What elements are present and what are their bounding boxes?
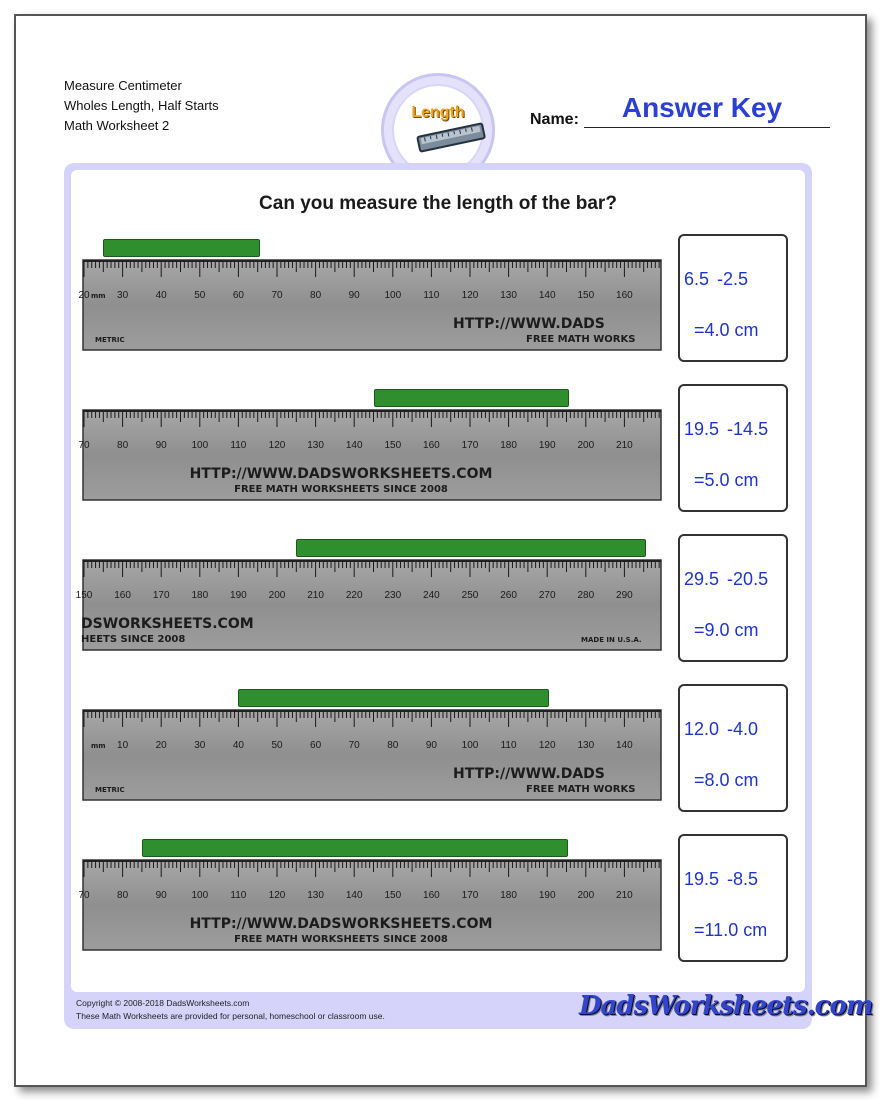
ruler-tick-label: 100 [384,290,402,301]
ruler-tick-label: 130 [577,740,595,751]
ruler-tick-label: 70 [78,440,90,451]
ruler-slogan-text: FREE MATH WORKS [526,334,636,345]
ruler-tick-label: 110 [230,890,247,901]
answer-result: =9.0 cm [694,620,759,640]
ruler-tick-label: 200 [577,890,595,901]
metric-ruler [78,860,661,950]
ruler-metric-label: METRIC [95,336,125,344]
ruler-graphic [78,260,661,350]
answer-result: =4.0 cm [694,320,759,340]
ruler-tick-label: 140 [345,890,363,901]
ruler-tick-label: 120 [538,740,556,751]
problem-row [71,234,805,364]
ruler-tick-label: 100 [191,440,209,451]
ruler-tick-label: 70 [348,740,360,751]
ruler-tick-label: 90 [348,290,360,301]
ruler-made-in-text: MADE IN U.S.A. [581,636,642,644]
dadsworksheets-logo: DadsWorksheets.com [579,991,873,1021]
ruler-tick-label: 80 [117,890,129,901]
ruler-unit-label: mm [91,742,106,750]
bar-end-value: 19.5 [684,419,720,439]
ruler-tick-label: 130 [307,440,324,451]
ruler-url-text: HTTP://WWW.DADS [453,316,605,332]
ruler-tick-label: 100 [461,740,479,751]
ruler-slogan-text: HEETS SINCE 2008 [81,634,186,645]
ruler-tick-label: 160 [423,440,440,451]
bar-start-value: -2.5 [717,269,749,289]
ruler-slogan-text: FREE MATH WORKSHEETS SINCE 2008 [234,934,448,945]
ruler-tick-label: 210 [616,440,633,451]
measured-bar [103,239,259,257]
ruler-tick-label: 270 [538,590,556,601]
ruler-slogan-text: FREE MATH WORKSHEETS SINCE 2008 [234,484,448,495]
problem-area [71,170,805,992]
ruler-tick-label: 140 [616,740,633,751]
measured-bar [142,839,569,857]
title-line-2: Wholes Length, Half Starts [64,98,219,113]
answer-result: =11.0 cm [694,920,768,940]
ruler-tick-label: 20 [155,740,167,751]
ruler-graphic [78,410,661,500]
copyright-text: Copyright © 2008-2018 DadsWorksheets.com [76,998,250,1008]
ruler-unit-label: mm [91,292,106,300]
bar-start-value: -20.5 [727,569,769,589]
bar-end-value: 6.5 [684,269,710,289]
ruler-tick-label: 140 [538,290,556,301]
metric-ruler [78,410,661,500]
problem-frame [64,163,873,1029]
ruler-tick-label: 160 [114,590,131,601]
ruler-graphic [78,860,661,950]
ruler-tick-label: 150 [75,590,93,601]
answer-box[interactable] [678,384,788,512]
ruler-tick-label: 190 [230,590,247,601]
ruler-tick-label: 190 [538,440,556,451]
ruler-tick-label: 170 [461,440,479,451]
ruler-tick-label: 90 [155,890,167,901]
answer-subtraction [684,869,758,890]
ruler-tick-label: 80 [310,290,322,301]
ruler-tick-label: 60 [232,290,244,301]
ruler-graphic [75,560,661,650]
ruler-tick-label: 10 [117,740,129,751]
ruler-tick-label: 180 [500,440,517,451]
ruler-url-text: HTTP://WWW.DADSWORKSHEETS.COM [189,916,493,932]
ruler-tick-label: 120 [461,290,479,301]
bar-start-value: -14.5 [727,419,769,439]
logo-title: Length [411,104,465,121]
problem-row [71,684,805,814]
answer-subtraction [684,719,758,740]
ruler-tick-label: 50 [271,740,283,751]
answer-result: =5.0 cm [694,470,759,490]
answer-box[interactable] [678,834,788,962]
ruler-metric-label: METRIC [95,786,125,794]
ruler-tick-label: 210 [616,890,633,901]
ruler-tick-label: 70 [78,890,90,901]
ruler-tick-label: 50 [194,290,206,301]
answer-key-text: Answer Key [621,92,783,123]
ruler-tick-label: 170 [152,590,170,601]
ruler-tick-label: 170 [461,890,479,901]
ruler-slogan-text: FREE MATH WORKS [526,784,636,795]
ruler-tick-label: 200 [577,440,595,451]
question-heading: Can you measure the length of the bar? [259,193,617,214]
problem-row [71,834,805,964]
ruler-tick-label: 110 [230,440,247,451]
ruler-tick-label: 20 [78,290,90,301]
bar-end-value: 12.0 [684,719,720,739]
ruler-tick-label: 160 [616,290,633,301]
measured-bar [238,689,549,707]
ruler-tick-label: 280 [577,590,595,601]
ruler-tick-label: 90 [425,740,437,751]
bar-end-value: 19.5 [684,869,720,889]
title-line-3: Math Worksheet 2 [64,118,170,133]
answer-subtraction [684,569,768,590]
ruler-tick-label: 40 [155,290,167,301]
ruler-tick-label: 250 [461,590,479,601]
ruler-tick-label: 150 [577,290,595,301]
ruler-tick-label: 150 [384,890,402,901]
usage-note: These Math Worksheets are provided for personal, homeschool or classroom use. [76,1011,385,1021]
ruler-url-text: DSWORKSHEETS.COM [81,616,254,632]
answer-box[interactable] [678,534,788,662]
ruler-tick-label: 90 [155,440,167,451]
ruler-tick-label: 180 [500,890,517,901]
measured-bar [296,539,645,557]
ruler-tick-label: 180 [191,590,209,601]
ruler-url-text: HTTP://WWW.DADS [453,766,605,782]
ruler-tick-label: 190 [538,890,556,901]
answer-subtraction [684,419,768,440]
answer-box[interactable] [678,684,788,812]
problem-row [71,384,805,514]
ruler-tick-label: 210 [307,590,324,601]
ruler-tick-label: 240 [423,590,440,601]
copyright-block [76,997,385,1023]
ruler-tick-label: 30 [194,740,206,751]
metric-ruler [78,260,661,350]
measured-bar [374,389,569,407]
ruler-tick-label: 60 [310,740,322,751]
title-line-1: Measure Centimeter [64,78,182,93]
answer-subtraction [684,269,748,290]
ruler-graphic [83,710,661,800]
metric-ruler [83,710,661,800]
bar-end-value: 29.5 [684,569,720,589]
problem-row [71,534,805,664]
ruler-tick-label: 120 [268,440,286,451]
ruler-tick-label: 150 [384,440,402,451]
ruler-tick-label: 140 [345,440,363,451]
bar-start-value: -4.0 [727,719,759,739]
ruler-tick-label: 130 [307,890,324,901]
ruler-tick-label: 290 [616,590,633,601]
worksheet-title [64,76,219,136]
ruler-tick-label: 70 [271,290,283,301]
bar-start-value: -8.5 [727,869,759,889]
ruler-tick-label: 110 [423,290,440,301]
answer-box[interactable] [678,234,788,362]
ruler-tick-label: 100 [191,890,209,901]
ruler-tick-label: 110 [500,740,517,751]
ruler-tick-label: 220 [345,590,363,601]
name-input-line[interactable] [584,127,830,128]
ruler-icon [415,126,487,148]
ruler-tick-label: 30 [117,290,129,301]
ruler-tick-label: 230 [384,590,402,601]
ruler-tick-label: 130 [500,290,517,301]
ruler-tick-label: 120 [268,890,286,901]
ruler-tick-label: 260 [500,590,517,601]
metric-ruler [75,560,661,650]
name-label: Name: [530,111,579,128]
ruler-tick-label: 160 [423,890,440,901]
ruler-tick-label: 80 [387,740,399,751]
ruler-tick-label: 200 [268,590,286,601]
ruler-tick-label: 40 [232,740,244,751]
ruler-tick-label: 80 [117,440,129,451]
ruler-url-text: HTTP://WWW.DADSWORKSHEETS.COM [189,466,493,482]
answer-result: =8.0 cm [694,770,759,790]
